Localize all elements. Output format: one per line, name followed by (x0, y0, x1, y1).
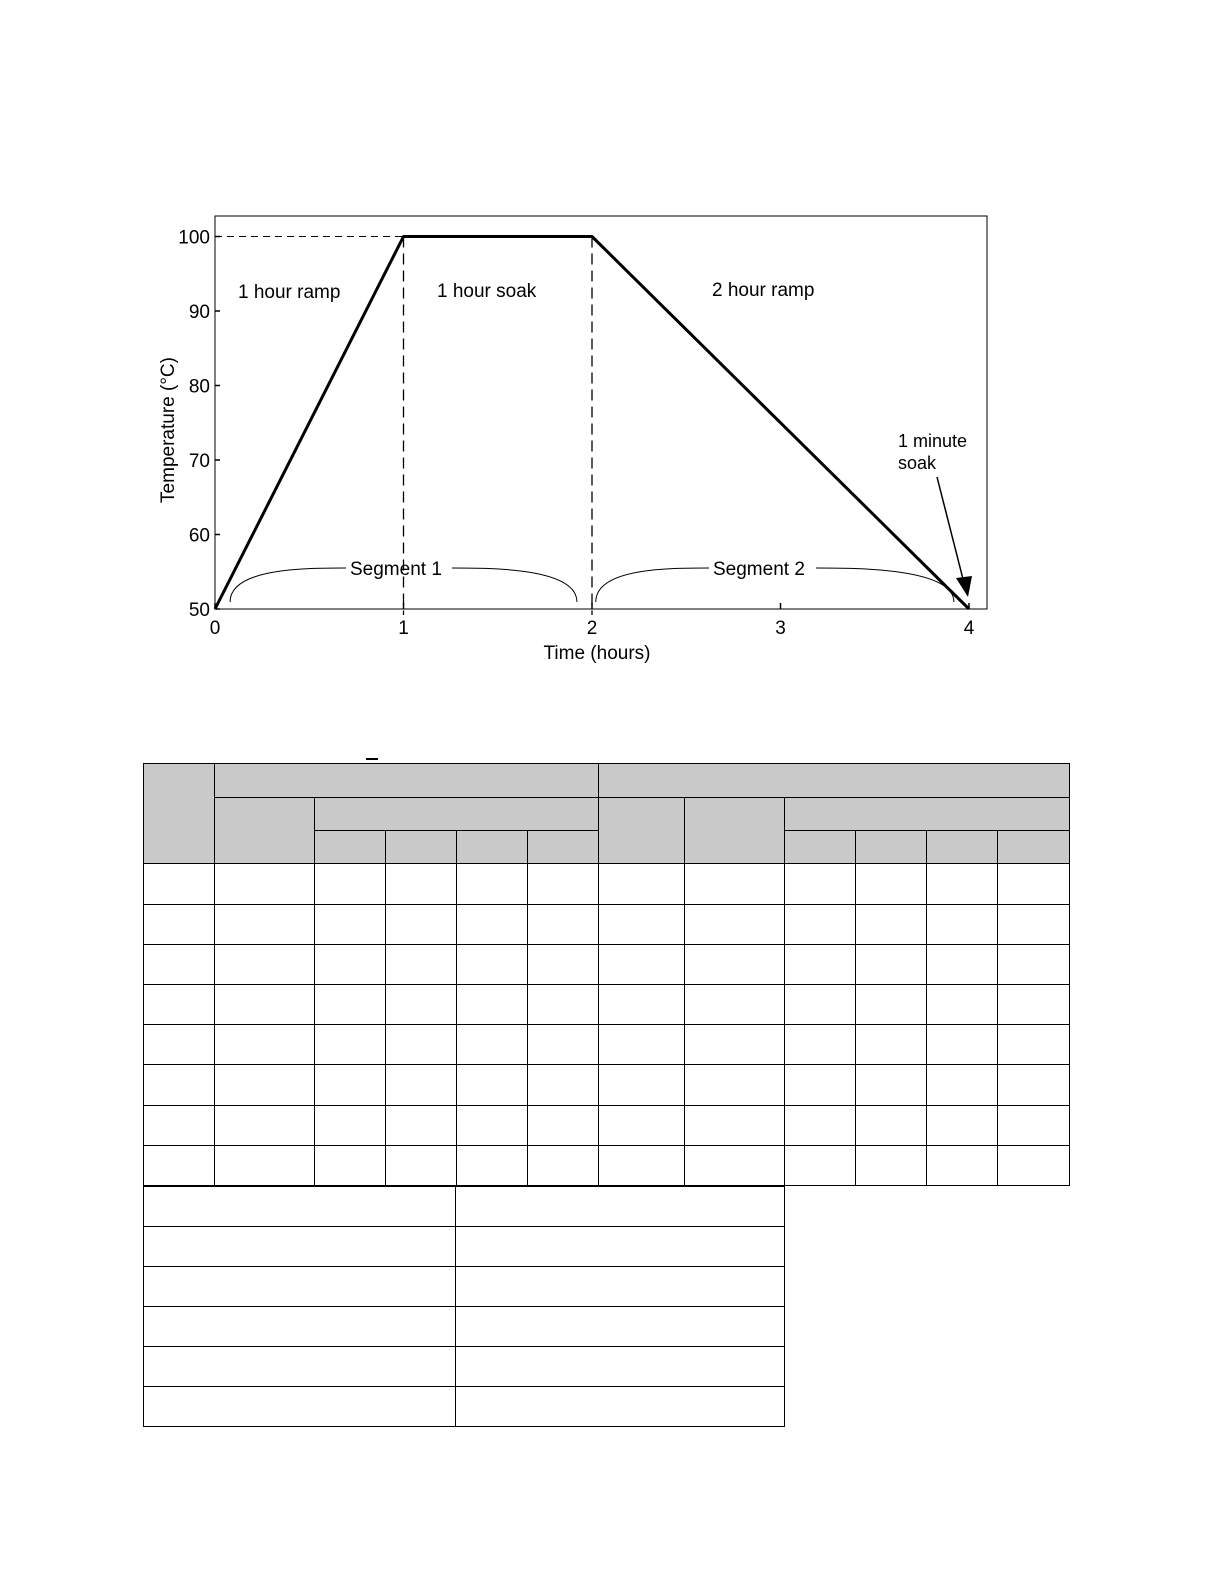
segment-1-brace-left (230, 568, 346, 602)
table-cell (215, 1145, 315, 1185)
table-row (144, 1065, 1070, 1105)
table-cell (599, 864, 685, 904)
table-cell (856, 944, 927, 984)
table-cell (215, 864, 315, 904)
header-cell (386, 831, 457, 864)
table-cell (785, 864, 856, 904)
header-cell (315, 831, 386, 864)
table-cell (457, 864, 528, 904)
table-cell (215, 904, 315, 944)
table-cell (386, 1105, 457, 1145)
table-cell (144, 1025, 215, 1065)
segment-2-brace-left (596, 568, 709, 602)
annotation-1-hour-soak: 1 hour soak (437, 281, 537, 302)
table-cell (386, 904, 457, 944)
table-cell (144, 904, 215, 944)
table-cell (785, 904, 856, 944)
header-row-2 (144, 798, 1070, 831)
table-cell (215, 985, 315, 1025)
summary-cell (144, 1187, 456, 1227)
table-cell (215, 1105, 315, 1145)
summary-row (144, 1227, 785, 1267)
y-tick-label: 50 (188, 600, 210, 621)
table-cell (927, 1065, 998, 1105)
table-cell (599, 1065, 685, 1105)
plot-frame (215, 216, 987, 609)
table-cell (528, 1025, 599, 1065)
table-cell (528, 944, 599, 984)
table-cell (785, 944, 856, 984)
data-grid-table (143, 763, 1070, 1186)
annotation-1-hour-ramp: 1 hour ramp (238, 282, 341, 303)
summary-cell (144, 1267, 456, 1307)
summary-cell (144, 1387, 456, 1427)
table-cell (927, 985, 998, 1025)
table-cell (386, 864, 457, 904)
summary-row (144, 1387, 785, 1427)
table-cell (927, 944, 998, 984)
header-cell (457, 831, 528, 864)
annotation-1-minute: 1 minute (898, 431, 968, 451)
table-row (144, 904, 1070, 944)
table-cell (785, 985, 856, 1025)
header-cell (785, 798, 1070, 831)
table-cell (386, 1145, 457, 1185)
table-cell (998, 1105, 1070, 1145)
header-cell (215, 798, 315, 864)
header-cell (599, 764, 1070, 798)
table-cell (685, 944, 785, 984)
table-cell (386, 1025, 457, 1065)
header-cell (998, 831, 1070, 864)
summary-row (144, 1187, 785, 1227)
table-cell (785, 1065, 856, 1105)
header-cell (528, 831, 599, 864)
table-cell (457, 1145, 528, 1185)
table-cell (528, 904, 599, 944)
table-row (144, 1025, 1070, 1065)
x-tick-label: 1 (398, 618, 409, 639)
table-cell (856, 985, 927, 1025)
table-cell (528, 1065, 599, 1105)
table-cell (685, 1065, 785, 1105)
table-cell (528, 1145, 599, 1185)
segment-1-brace-right (452, 568, 577, 602)
table-cell (144, 1105, 215, 1145)
header-cell (856, 831, 927, 864)
table-cell (785, 1145, 856, 1185)
table-cell (528, 985, 599, 1025)
table-cell (386, 1065, 457, 1105)
table-row (144, 864, 1070, 904)
minute-soak-arrowhead (956, 576, 972, 597)
summary-cell (456, 1227, 785, 1267)
table-cell (315, 1025, 386, 1065)
x-axis-title: Time (hours) (543, 643, 651, 664)
table-cell (927, 864, 998, 904)
table-cell (998, 864, 1070, 904)
table-row (144, 985, 1070, 1025)
summary-cell (456, 1347, 785, 1387)
summary-cell (144, 1227, 456, 1267)
summary-cell (456, 1307, 785, 1347)
x-tick-label: 4 (963, 618, 975, 639)
table-row (144, 1105, 1070, 1145)
table-cell (785, 1105, 856, 1145)
header-cell (315, 798, 599, 831)
table-cell (315, 944, 386, 984)
table-cell (144, 1065, 215, 1105)
header-cell (927, 831, 998, 864)
segment-1-label: Segment 1 (350, 559, 442, 580)
table-cell (457, 944, 528, 984)
table-cell (856, 1145, 927, 1185)
table-cell (315, 985, 386, 1025)
table-cell (457, 1025, 528, 1065)
summary-cell (456, 1267, 785, 1307)
table-cell (315, 1105, 386, 1145)
summary-row (144, 1347, 785, 1387)
table-cell (998, 1065, 1070, 1105)
header-cell (685, 798, 785, 864)
table-row (144, 1145, 1070, 1185)
table-cell (856, 1065, 927, 1105)
table-cell (215, 944, 315, 984)
table-cell (856, 864, 927, 904)
summary-cell (456, 1187, 785, 1227)
table-cell (998, 944, 1070, 984)
table-cell (599, 1105, 685, 1145)
table-cell (528, 1105, 599, 1145)
header-cell (785, 831, 856, 864)
table-cell (927, 1105, 998, 1145)
summary-cell (144, 1307, 456, 1347)
header-cell (215, 764, 599, 798)
table-cell (315, 1065, 386, 1105)
minute-soak-arrow-line (937, 477, 964, 583)
table-cell (998, 1145, 1070, 1185)
table-cell (927, 904, 998, 944)
table-cell (685, 1145, 785, 1185)
underline-mark (366, 758, 378, 760)
table-cell (457, 904, 528, 944)
segment-2-label: Segment 2 (713, 559, 805, 580)
header-cell (144, 764, 215, 864)
summary-row (144, 1267, 785, 1307)
table-cell (144, 864, 215, 904)
table-cell (144, 1145, 215, 1185)
table-cell (315, 1145, 386, 1185)
table-cell (998, 904, 1070, 944)
table-cell (998, 1025, 1070, 1065)
table-cell (599, 904, 685, 944)
table-cell (685, 864, 785, 904)
x-tick-label: 3 (775, 618, 786, 639)
header-row-1 (144, 764, 1070, 798)
table-cell (685, 1025, 785, 1065)
table-cell (685, 985, 785, 1025)
table-cell (856, 1105, 927, 1145)
table-cell (599, 944, 685, 984)
table-cell (599, 1145, 685, 1185)
table-cell (998, 985, 1070, 1025)
table-cell (528, 864, 599, 904)
summary-row (144, 1307, 785, 1347)
y-tick-label: 80 (188, 376, 210, 398)
annotation-soak: soak (898, 453, 937, 473)
table-cell (599, 985, 685, 1025)
x-tick-label: 2 (586, 618, 598, 639)
table-cell (856, 904, 927, 944)
y-axis-title: Temperature (°C) (158, 357, 179, 503)
table-cell (386, 985, 457, 1025)
summary-cell (456, 1387, 785, 1427)
table-cell (927, 1145, 998, 1185)
table-cell (215, 1025, 315, 1065)
y-tick-label: 100 (178, 227, 210, 249)
table-row (144, 944, 1070, 984)
table-cell (215, 1065, 315, 1105)
summary-cell (144, 1347, 456, 1387)
y-tick-label: 70 (188, 451, 210, 472)
table-cell (685, 1105, 785, 1145)
x-tick-label: 0 (209, 618, 221, 639)
table-cell (785, 1025, 856, 1065)
table-cell (315, 864, 386, 904)
temperature-profile-chart (0, 0, 1225, 760)
table-cell (927, 1025, 998, 1065)
y-tick-label: 60 (188, 525, 210, 547)
table-cell (457, 1065, 528, 1105)
table-cell (144, 985, 215, 1025)
table-cell (856, 1025, 927, 1065)
table-cell (599, 1025, 685, 1065)
annotation-2-hour-ramp: 2 hour ramp (712, 280, 815, 301)
table-cell (457, 985, 528, 1025)
table-cell (315, 904, 386, 944)
table-cell (144, 944, 215, 984)
table-cell (457, 1105, 528, 1145)
y-tick-label: 90 (188, 302, 210, 323)
summary-table (143, 1186, 785, 1427)
table-cell (386, 944, 457, 984)
header-cell (599, 798, 685, 864)
table-cell (685, 904, 785, 944)
